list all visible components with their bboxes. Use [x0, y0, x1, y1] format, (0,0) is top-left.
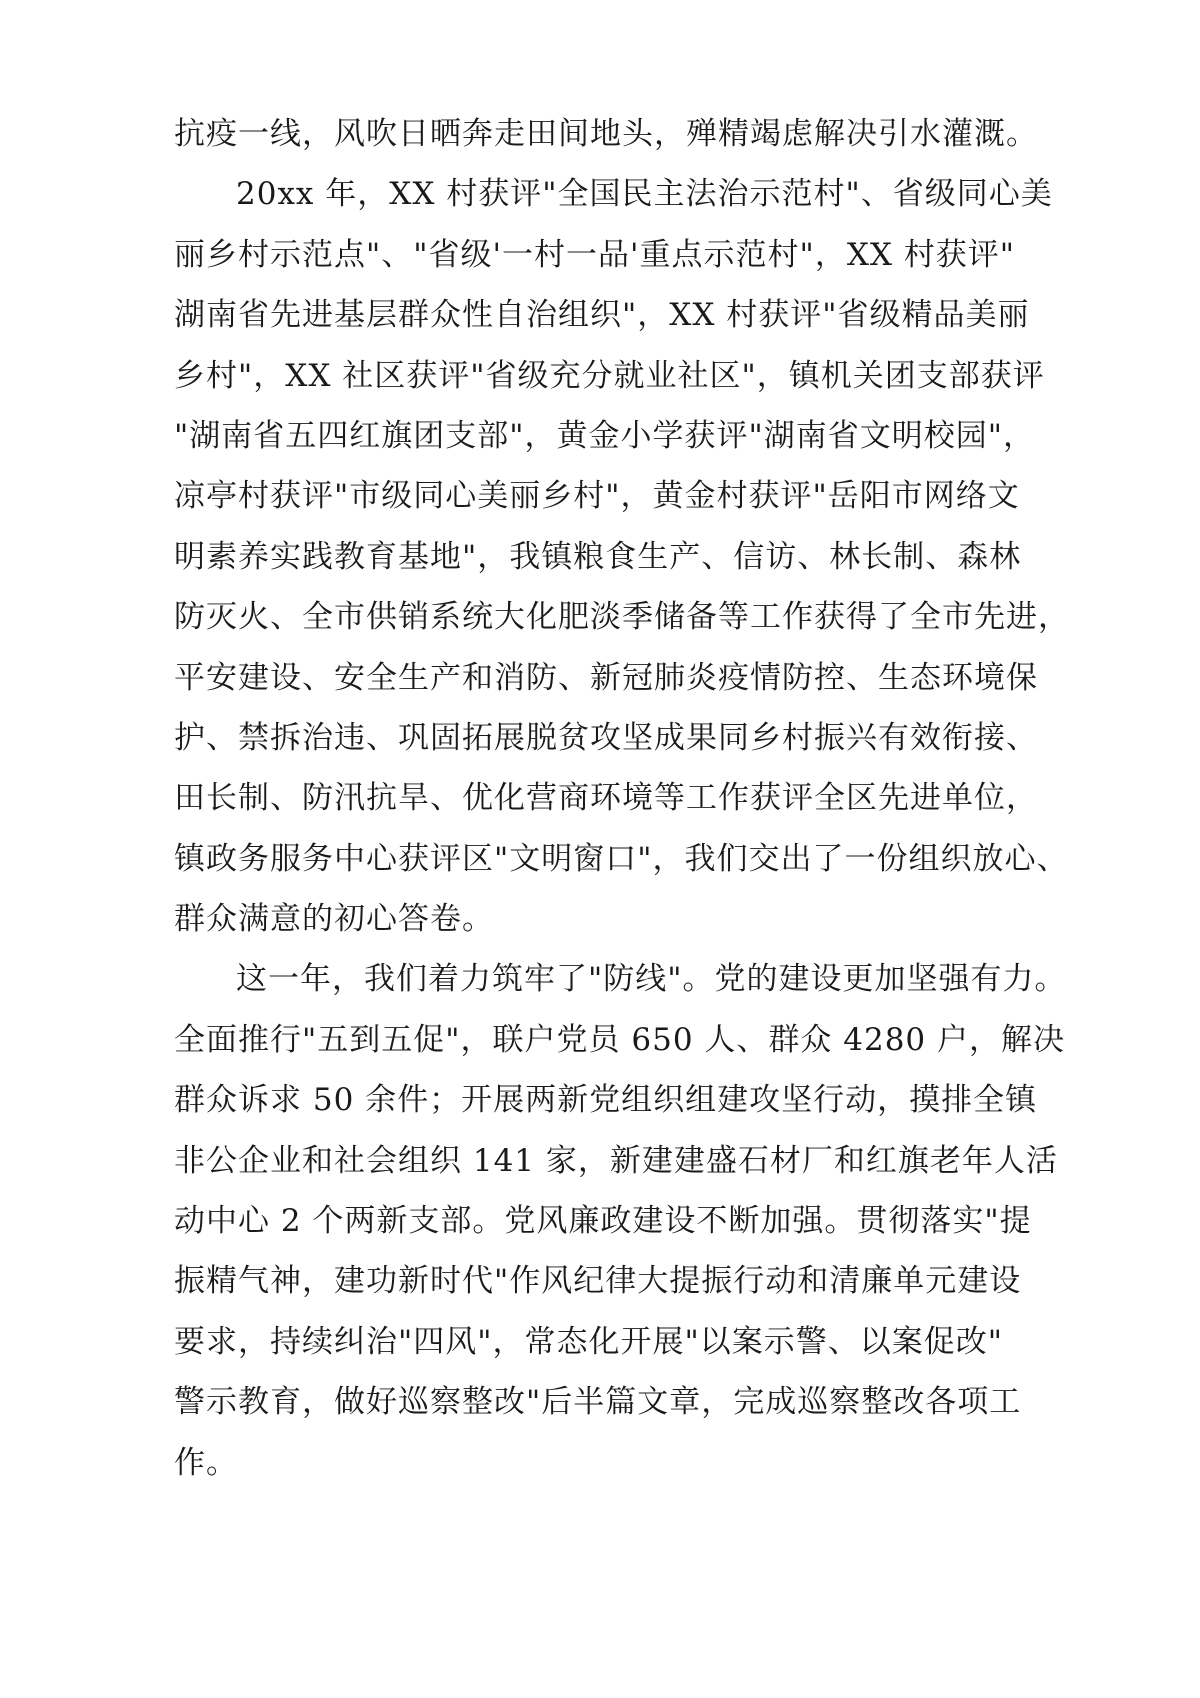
text-line: 防灭火、全市供销系统大化肥淡季储备等工作获得了全市先进， [174, 599, 1070, 636]
text-line: 全面推行"五到五促"，联户党员 650 人、群众 4280 户，解决 [174, 1021, 1065, 1058]
text-line: 凉亭村获评"市级同心美丽乡村"，黄金村获评"岳阳市网络文 [174, 478, 1020, 515]
text-line: 20xx 年，XX 村获评"全国民主法治示范村"、省级同心美 [236, 176, 1053, 213]
text-line: 这一年，我们着力筑牢了"防线"。党的建设更加坚强有力。 [236, 961, 1067, 998]
text-line: 抗疫一线，风吹日晒奔走田间地头，殚精竭虑解决引水灌溉。 [174, 116, 1038, 152]
text-line: 非公企业和社会组织 141 家，新建建盛石材厂和红旗老年人活 [174, 1142, 1058, 1179]
paragraph-2 [174, 164, 1070, 949]
document-body [174, 104, 1070, 1493]
text-line: 湖南省先进基层群众性自治组织"，XX 村获评"省级精品美丽 [174, 297, 1030, 334]
text-line: 作。 [174, 1444, 238, 1481]
text-line: "湖南省五四红旗团支部"，黄金小学获评"湖南省文明校园"， [174, 417, 1036, 454]
paragraph-3 [174, 949, 1067, 1493]
text-line: 群众诉求 50 余件；开展两新党组织组建攻坚行动，摸排全镇 [174, 1082, 1038, 1119]
text-line: 乡村"，XX 社区获评"省级充分就业社区"，镇机关团支部获评 [174, 357, 1045, 394]
text-line: 动中心 2 个两新支部。党风廉政建设不断加强。贯彻落实"提 [174, 1203, 1032, 1240]
text-line: 护、禁拆治违、巩固拓展脱贫攻坚成果同乡村振兴有效衔接、 [174, 719, 1038, 756]
text-line: 群众满意的初心答卷。 [174, 901, 494, 938]
text-line: 振精气神，建功新时代"作风纪律大提振行动和清廉单元建设 [174, 1263, 1022, 1300]
text-line: 要求，持续纠治"四风"，常态化开展"以案示警、以案促改" [174, 1323, 1004, 1360]
text-line: 丽乡村示范点"、"省级'一村一品'重点示范村"，XX 村获评" [174, 236, 1016, 273]
text-line: 镇政务服务中心获评区"文明窗口"，我们交出了一份组织放心、 [174, 840, 1069, 877]
text-line: 警示教育，做好巡察整改"后半篇文章，完成巡察整改各项工 [174, 1384, 1022, 1421]
text-line: 田长制、防汛抗旱、优化营商环境等工作获评全区先进单位， [174, 780, 1038, 817]
text-line: 明素养实践教育基地"，我镇粮食生产、信访、林长制、森林 [174, 538, 1022, 575]
text-line: 平安建设、安全生产和消防、新冠肺炎疫情防控、生态环境保 [174, 659, 1038, 696]
paragraph-1 [174, 104, 1050, 164]
